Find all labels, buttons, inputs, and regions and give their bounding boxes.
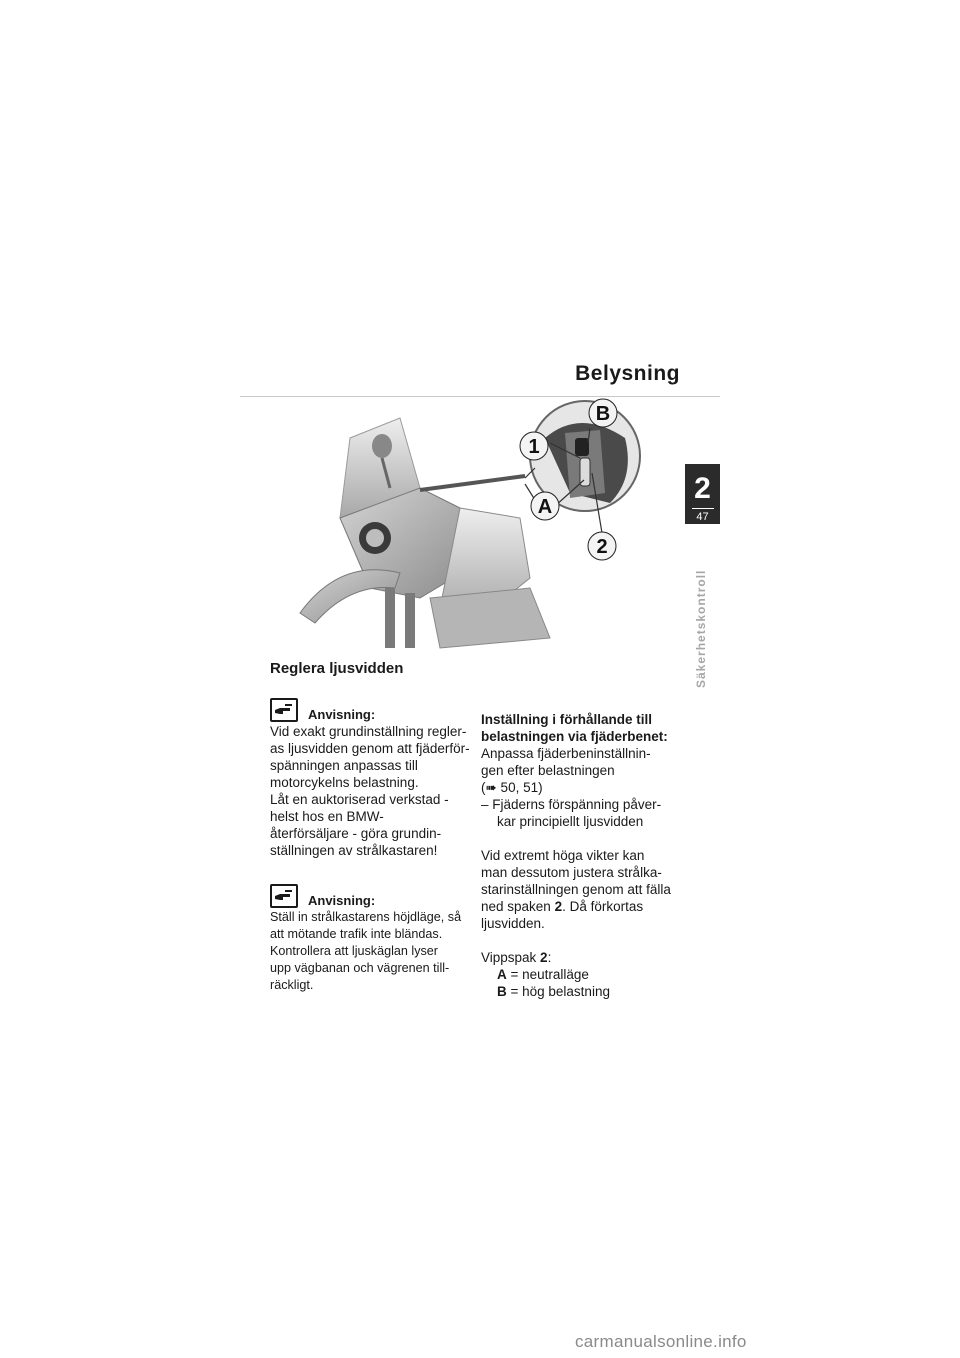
text-line: Låt en auktoriserad verkstad -	[270, 792, 449, 807]
text-line: gen efter belastningen	[481, 763, 615, 778]
text-span: . Då förkortas	[562, 899, 644, 914]
note-1	[270, 698, 475, 859]
note-2-text	[270, 909, 475, 994]
option-key: A	[497, 967, 507, 982]
text-line: ställningen av strålkastaren!	[270, 843, 438, 858]
chapter-number: 2	[694, 472, 711, 505]
chapter-tab	[685, 464, 720, 524]
text-line: motorcykelns belastning.	[270, 775, 419, 790]
text-line	[481, 898, 681, 915]
option-b	[481, 983, 681, 1000]
text-line: upp vägbanan och vägrenen till-	[270, 961, 450, 975]
callout-2	[588, 532, 616, 560]
text-line: Kontrollera att ljuskäglan lyser	[270, 944, 438, 958]
text-line: Ställ in strålkastarens höjdläge, så	[270, 910, 462, 924]
option-a	[481, 966, 681, 983]
lever-ref: 2	[554, 899, 563, 914]
text-span: Vippspak	[481, 950, 541, 965]
text-line: as ljusvidden genom att fjäderför-	[270, 741, 470, 756]
note-2	[270, 884, 475, 994]
watermark: carmanualsonline.info	[575, 1332, 747, 1351]
bullet-line: – Fjäderns förspänning påver-	[481, 797, 662, 812]
text-line: Vid exakt grundinställning regler-	[270, 724, 467, 739]
chapter-side-label: Säkerhetskontroll	[694, 569, 708, 688]
option-key: B	[497, 984, 507, 999]
lever-ref: 2	[540, 950, 548, 965]
page-number: 47	[696, 511, 709, 523]
callout-1	[520, 432, 548, 460]
callout-a-label: A	[537, 496, 553, 518]
callout-2-label: 2	[596, 536, 608, 558]
section-heading: Reglera ljusvidden	[270, 660, 404, 677]
bullet-line: kar principiellt ljusvidden	[497, 814, 644, 829]
page-title: Belysning	[575, 362, 680, 385]
callout-b	[589, 399, 617, 427]
subheading-line: Inställning i förhållande till	[481, 712, 653, 727]
text-line: ljusvidden.	[481, 916, 545, 931]
text-line: att mötande trafik inte bländas.	[270, 927, 443, 941]
text-line: man dessutom justera strålka-	[481, 865, 662, 880]
text-line: återförsäljare - göra grundin-	[270, 826, 442, 841]
note-1-label: Anvisning:	[308, 707, 376, 722]
text-span: ned spaken	[481, 899, 555, 914]
page-reference: (➠ 50, 51)	[481, 780, 543, 795]
callout-1-label: 1	[528, 436, 540, 458]
right-column	[481, 711, 681, 1000]
text-line: räckligt.	[270, 978, 314, 992]
hand-note-icon	[270, 698, 298, 722]
tab-divider	[692, 508, 714, 509]
note-2-label: Anvisning:	[308, 893, 376, 908]
text-line: Vid extremt höga vikter kan	[481, 848, 645, 863]
text-span: :	[547, 950, 552, 965]
text-line: Anpassa fjäderbeninställnin-	[481, 746, 651, 761]
text-line	[481, 949, 681, 966]
hand-note-icon	[270, 884, 298, 908]
note-1-text	[270, 723, 475, 859]
subheading-line: belastningen via fjäderbenet:	[481, 729, 668, 744]
callout-a	[531, 492, 559, 520]
callout-b-label: B	[595, 403, 611, 425]
option-text: = neutralläge	[506, 967, 589, 982]
option-text: = hög belastning	[506, 984, 610, 999]
header-divider	[240, 396, 720, 397]
text-line: starinställningen genom att fälla	[481, 882, 671, 897]
motorcycle-figure	[280, 398, 660, 653]
text-line: spänningen anpassas till	[270, 758, 418, 773]
text-line: helst hos en BMW-	[270, 809, 384, 824]
